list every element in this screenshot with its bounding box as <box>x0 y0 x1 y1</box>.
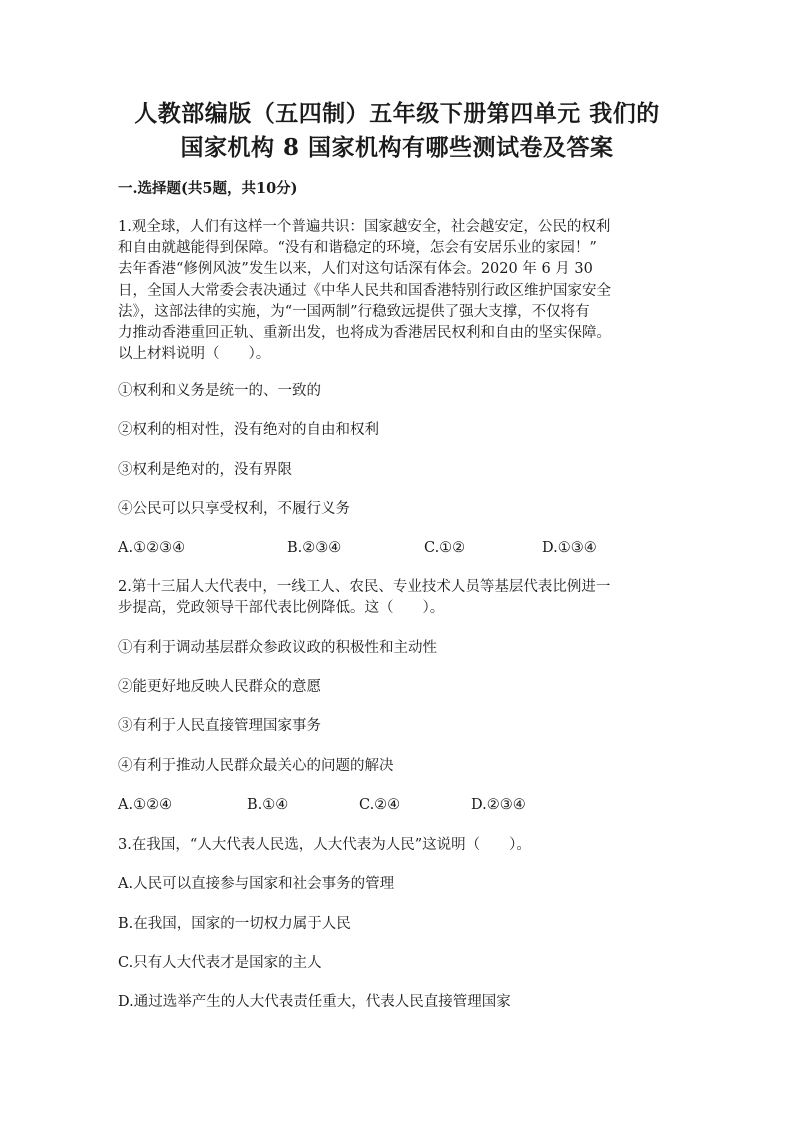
question-1-stem-line: 和自由就越能得到保障。“没有和谐稳定的环境，怎会有安居乐业的家园！” <box>118 240 597 256</box>
question-2-statement-1: ①有利于调动基层群众参政议政的积极性和主动性 <box>118 640 437 656</box>
question-3-option-c[interactable]: C.只有人大代表才是国家的主人 <box>118 955 322 971</box>
question-1-stem-line: 日，全国人大常委会表决通过《中华人民共和国香港特别行政区维护国家安全 <box>118 283 611 299</box>
question-1-statement-1: ①权利和义务是统一的、一致的 <box>118 383 321 399</box>
question-2-option-b[interactable]: B.①④ <box>247 797 289 813</box>
document-title-line-1: 人教部编版（五四制）五年级下册第四单元 我们的 <box>134 100 660 127</box>
section-heading: 一.选择题(共5题，共10分) <box>118 180 298 197</box>
question-2-stem-line: 步提高，党政领导干部代表比例降低。这（ ）。 <box>118 600 445 616</box>
question-1-stem-line: 1.观全球，人们有这样一个普遍共识：国家越安全，社会越安定，公民的权利 <box>118 219 611 235</box>
question-1-stem-line: 力推动香港重回正轨、重新出发，也将成为香港居民权利和自由的坚实保障。 <box>118 325 611 341</box>
question-3-option-d[interactable]: D.通过选举产生的人大代表责任重大，代表人民直接管理国家 <box>118 994 511 1010</box>
document-title-line-2: 国家机构 8 国家机构有哪些测试卷及答案 <box>180 134 614 161</box>
question-2-option-d[interactable]: D.②③④ <box>471 797 526 813</box>
question-1-stem-line: 以上材料说明（ ）。 <box>118 346 271 362</box>
question-2-option-c[interactable]: C.②④ <box>359 797 401 813</box>
question-2-statement-3: ③有利于人民直接管理国家事务 <box>118 718 321 734</box>
question-2-statement-2: ②能更好地反映人民群众的意愿 <box>118 679 321 695</box>
question-1-statement-2: ②权利的相对性，没有绝对的自由和权利 <box>118 422 379 438</box>
question-2-option-a[interactable]: A.①②④ <box>118 797 173 813</box>
question-3-option-b[interactable]: B.在我国，国家的一切权力属于人民 <box>118 916 351 932</box>
question-1-option-d[interactable]: D.①③④ <box>542 540 597 556</box>
question-3-option-a[interactable]: A.人民可以直接参与国家和社会事务的管理 <box>118 876 395 892</box>
question-1-option-a[interactable]: A.①②③④ <box>118 540 186 556</box>
question-3-stem: 3.在我国，“人大代表人民选，人大代表为人民”这说明（ ）。 <box>118 837 531 853</box>
question-1-stem-line: 法》，这部法律的实施，为“一国两制”行稳致远提供了强大支撑，不仅将有 <box>118 304 590 320</box>
question-1-statement-3: ③权利是绝对的，没有界限 <box>118 462 292 478</box>
question-1-statement-4: ④公民可以只享受权利，不履行义务 <box>118 501 350 517</box>
question-1-option-c[interactable]: C.①② <box>424 540 466 556</box>
question-2-stem-line: 2.第十三届人大代表中，一线工人、农民、专业技术人员等基层代表比例进一 <box>118 579 611 595</box>
question-1-option-b[interactable]: B.②③④ <box>287 540 342 556</box>
question-2-statement-4: ④有利于推动人民群众最关心的问题的解决 <box>118 758 394 774</box>
question-1-stem-line: 去年香港“修例风波”发生以来，人们对这句话深有体会。2020 年 6 月 30 <box>118 261 593 277</box>
